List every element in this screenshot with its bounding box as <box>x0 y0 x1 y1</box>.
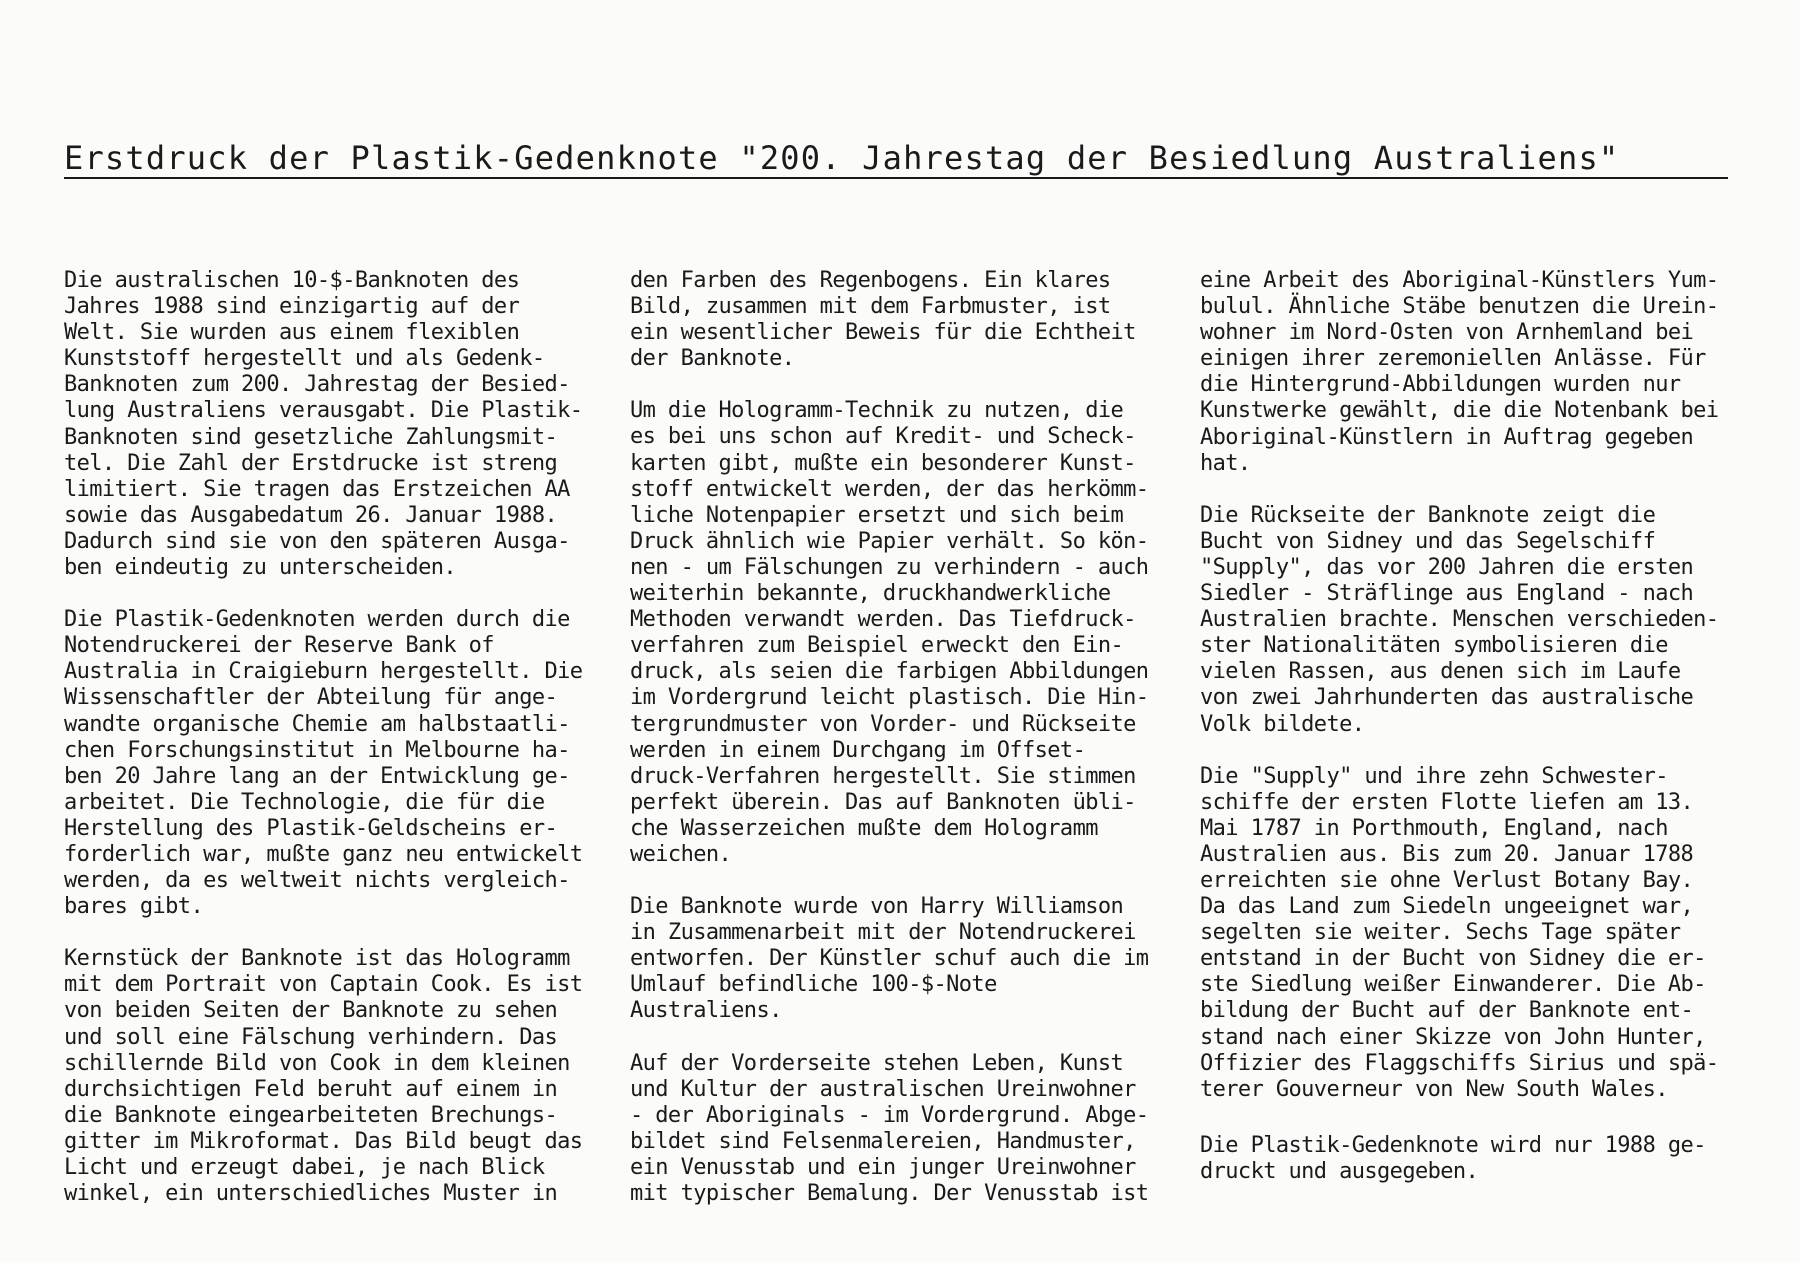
paragraph-hologram: Kernstück der Banknote ist das Hologramm mit dem Portrait von Captain Cook. Es ist von beiden Seiten der Banknote zu sehen und soll eine Fälschung verhindern. Das schillernde Bild von Cook in dem kleinen durchsichtigen Feld beruht auf einem in die Banknote eingearbeiteten Brechungs- gitter im Mikroformat. Das Bild beugt das Licht und erzeugt dabei, je nach Blick winkel, ein unterschiedliches Muster in <box>64 946 583 1207</box>
paragraph-designer: Die Banknote wurde von Harry Williamson in Zusammenarbeit mit der Notendruckerei entworfen. Der Künstler schuf auch die im Umlauf befindliche 100-$-Note Australiens. <box>630 894 1149 1024</box>
paragraph-first-fleet: Die "Supply" und ihre zehn Schwester- schiffe der ersten Flotte liefen am 13. Mai 1787 in Porthmouth, England, nach Australien aus. Bis zum 20. Januar 1788 erreichten sie ohne Verlust Botany Bay. Da das Land zum Siedeln ungeeignet war, segelten sie weiter. Sechs Tage später entstand in der Bucht von Sidney die er- ste Siedlung weißer Einwanderer. Die Ab- bildung der Bucht auf der Banknote ent- stand nach einer Skizze von John Hunter, Offizier des Flaggschiffs Sirius und spä- terer Gouverneur von New South Wales. <box>1200 763 1719 1102</box>
text-column-1 <box>64 268 604 1233</box>
paragraph-technique: Um die Hologramm-Technik zu nutzen, die es bei uns schon auf Kredit- und Scheck- karten gibt, mußte ein besonderer Kunst- stoff entwickelt werden, der das herkömm- liche Notenpapier ersetzt und sich beim Druck ähnlich wie Papier verhält. So kön- nen - um Fälschungen zu verhindern - auch weiterhin bekannte, druckhandwerkliche Methoden verwandt werden. Das Tiefdruck- verfahren zum Beispiel erweckt den Ein- druck, als seien die farbigen Abbildungen im Vordergrund leicht plastisch. Die Hin- tergrundmuster von Vorder- und Rückseite werden in einem Durchgang im Offset- druck-Verfahren hergestellt. Sie stimmen perfekt überein. Das auf Banknoten übli- che Wasserzeichen mußte dem Hologramm weichen. <box>630 398 1149 867</box>
paragraph-back-side: Die Rückseite der Banknote zeigt die Bucht von Sidney und das Segelschiff "Supply", das vor 200 Jahren die ersten Siedler - Sträflinge aus England - nach Australien brachte. Menschen verschieden- ster Nationalitäten symbolisieren die vielen Rassen, aus denen sich im Laufe von zwei Jahrhunderten das australische Volk bildete. <box>1200 502 1719 737</box>
title-underline <box>64 177 1728 179</box>
paragraph-front-side: Auf der Vorderseite stehen Leben, Kunst und Kultur der australischen Ureinwohner - der Aboriginals - im Vordergrund. Abge- bildet sind Felsenmalereien, Handmuster, ein Venusstab und ein junger Ureinwohner mit typischer Bemalung. Der Venusstab ist <box>630 1050 1149 1206</box>
paragraph-production: Die Plastik-Gedenknoten werden durch die Notendruckerei der Reserve Bank of Australia in Craigieburn hergestellt. Die Wissenschaftler der Abteilung für ange- wandte organische Chemie am halbstaatli- chen Forschungsinstitut in Melbourne ha- ben 20 Jahre lang an der Entwicklung ge- arbeitet. Die Technologie, die für die Herstellung des Plastik-Geldscheins er- forderlich war, mußte ganz neu entwickelt werden, da es weltweit nichts vergleich- bares gibt. <box>64 607 583 920</box>
paragraph-rainbow: den Farben des Regenbogens. Ein klares Bild, zusammen mit dem Farbmuster, ist ein wesentlicher Beweis für die Echtheit der Banknote. <box>630 268 1136 372</box>
paragraph-intro: Die australischen 10-$-Banknoten des Jahres 1988 sind einzigartig auf der Welt. Sie wurden aus einem flexiblen Kunststoff hergestellt und als Gedenk- Banknoten zum 200. Jahrestag der Besied- lung Australiens verausgabt. Die Plastik- Banknoten sind gesetzliche Zahlungsmit- tel. Die Zahl der Erstdrucke ist streng limitiert. Sie tragen das Erstzeichen AA sowie das Ausgabedatum 26. Januar 1988. Dadurch sind sie von den späteren Ausga- ben eindeutig zu unterscheiden. <box>64 268 583 581</box>
text-column-3 <box>1200 268 1740 1211</box>
text-column-2 <box>630 268 1170 1233</box>
document-title: Erstdruck der Plastik-Gedenknote "200. Jahrestag der Besiedlung Australiens" <box>64 139 1620 177</box>
paragraph-closing: Die Plastik-Gedenknote wird nur 1988 ge- druckt und ausgegeben. <box>1200 1132 1706 1184</box>
paragraph-artist: eine Arbeit des Aboriginal-Künstlers Yum- bulul. Ähnliche Stäbe benutzen die Urein- wohner im Nord-Osten von Arnhemland bei einigen ihrer zeremoniellen Anlässe. Für die Hintergrund-Abbildungen wurden nur Kunstwerke gewählt, die die Notenbank bei Aboriginal-Künstlern in Auftrag gegeben hat. <box>1200 268 1719 476</box>
